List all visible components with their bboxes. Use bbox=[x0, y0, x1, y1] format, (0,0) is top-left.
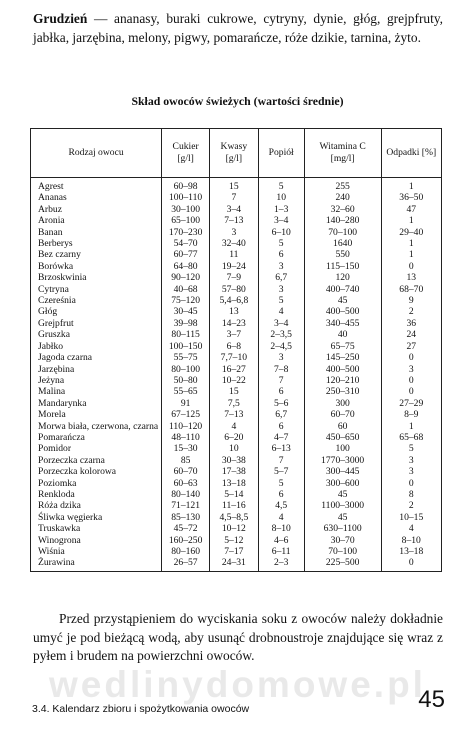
table-row bbox=[31, 466, 442, 477]
value-cell: 3 bbox=[258, 352, 304, 363]
column-header-waste: Odpadki [%] bbox=[381, 129, 441, 178]
value-cell: 3 bbox=[381, 455, 441, 466]
value-cell: 120–210 bbox=[304, 375, 381, 386]
value-cell: 1 bbox=[381, 178, 441, 193]
value-cell: 4–6 bbox=[258, 535, 304, 546]
value-cell: 45–72 bbox=[162, 523, 210, 534]
value-cell: 11 bbox=[210, 249, 259, 260]
value-cell: 630–1100 bbox=[304, 523, 381, 534]
value-cell: 60 bbox=[304, 421, 381, 432]
value-cell: 7–8 bbox=[258, 364, 304, 375]
value-cell: 27–29 bbox=[381, 398, 441, 409]
value-cell: 340–455 bbox=[304, 318, 381, 329]
fruit-name-cell: Poziomka bbox=[31, 478, 162, 489]
table-row bbox=[31, 318, 442, 329]
value-cell: 3–4 bbox=[258, 215, 304, 226]
value-cell: 13–18 bbox=[210, 478, 259, 489]
value-cell: 300 bbox=[304, 398, 381, 409]
value-cell: 300–600 bbox=[304, 478, 381, 489]
value-cell: 5–14 bbox=[210, 489, 259, 500]
fruit-name-cell: Ananas bbox=[31, 192, 162, 203]
value-cell: 2 bbox=[381, 500, 441, 511]
value-cell: 400–500 bbox=[304, 306, 381, 317]
value-cell: 6 bbox=[258, 386, 304, 397]
table-row bbox=[31, 546, 442, 557]
value-cell: 60–63 bbox=[162, 478, 210, 489]
value-cell: 6–20 bbox=[210, 432, 259, 443]
value-cell: 80–100 bbox=[162, 364, 210, 375]
value-cell: 80–115 bbox=[162, 329, 210, 340]
value-cell: 4 bbox=[258, 512, 304, 523]
table-row bbox=[31, 192, 442, 203]
fruit-name-cell: Bez czarny bbox=[31, 249, 162, 260]
value-cell: 85 bbox=[162, 455, 210, 466]
value-cell: 160–250 bbox=[162, 535, 210, 546]
value-cell: 6 bbox=[258, 421, 304, 432]
table-row bbox=[31, 421, 442, 432]
value-cell: 29–40 bbox=[381, 227, 441, 238]
value-cell: 1–3 bbox=[258, 204, 304, 215]
value-cell: 24 bbox=[381, 329, 441, 340]
value-cell: 47 bbox=[381, 204, 441, 215]
value-cell: 30–100 bbox=[162, 204, 210, 215]
value-cell: 6,7 bbox=[258, 409, 304, 420]
table-row bbox=[31, 512, 442, 523]
value-cell: 10–22 bbox=[210, 375, 259, 386]
value-cell: 65–68 bbox=[381, 432, 441, 443]
value-cell: 2 bbox=[381, 306, 441, 317]
table-row bbox=[31, 535, 442, 546]
column-header-sugar: Cukier [g/l] bbox=[162, 129, 210, 178]
value-cell: 65–100 bbox=[162, 215, 210, 226]
table-header-row bbox=[31, 129, 442, 178]
value-cell: 3–4 bbox=[258, 318, 304, 329]
column-header-vitamin-c: Witamina C [mg/l] bbox=[304, 129, 381, 178]
value-cell: 30–45 bbox=[162, 306, 210, 317]
value-cell: 3 bbox=[210, 227, 259, 238]
value-cell: 6,7 bbox=[258, 272, 304, 283]
value-cell: 5 bbox=[258, 238, 304, 249]
fruit-name-cell: Cytryna bbox=[31, 284, 162, 295]
table-row bbox=[31, 443, 442, 454]
intro-paragraph bbox=[33, 10, 443, 47]
value-cell: 10–12 bbox=[210, 523, 259, 534]
fruit-name-cell: Truskawka bbox=[31, 523, 162, 534]
table-row bbox=[31, 557, 442, 571]
value-cell: 300–445 bbox=[304, 466, 381, 477]
value-cell: 450–650 bbox=[304, 432, 381, 443]
value-cell: 15–30 bbox=[162, 443, 210, 454]
value-cell: 4 bbox=[381, 523, 441, 534]
value-cell: 40 bbox=[304, 329, 381, 340]
fruit-name-cell: Pomidor bbox=[31, 443, 162, 454]
column-header-acids: Kwasy [g/l] bbox=[210, 129, 259, 178]
value-cell: 1770–3000 bbox=[304, 455, 381, 466]
value-cell: 4,5–8,5 bbox=[210, 512, 259, 523]
value-cell: 1 bbox=[381, 238, 441, 249]
value-cell: 10–15 bbox=[381, 512, 441, 523]
value-cell: 10 bbox=[210, 443, 259, 454]
body-paragraph: Przed przystąpieniem do wyciskania soku z owoców należy dokładnie umyć je pod bieżącą wodą, aby usunąć drobnoustroje znajdujące się wraz z pyłem i brudem na powierzchni owoców. bbox=[33, 611, 443, 663]
value-cell: 24–31 bbox=[210, 557, 259, 571]
value-cell: 48–110 bbox=[162, 432, 210, 443]
value-cell: 1 bbox=[381, 421, 441, 432]
value-cell: 13 bbox=[210, 306, 259, 317]
value-cell: 55–75 bbox=[162, 352, 210, 363]
month-fruit-list: — ananasy, buraki cukrowe, cytryny, dynie, głóg, grejpfruty, jabłka, jarzębina, melony, pigwy, pomarańcze, róże dzikie, tarnina, żyto. bbox=[33, 11, 443, 45]
table-row bbox=[31, 398, 442, 409]
value-cell: 67–125 bbox=[162, 409, 210, 420]
fruit-name-cell: Gruszka bbox=[31, 329, 162, 340]
value-cell: 5–7 bbox=[258, 466, 304, 477]
month-label: Grudzień bbox=[33, 11, 88, 26]
value-cell: 7 bbox=[258, 455, 304, 466]
value-cell: 60–98 bbox=[162, 178, 210, 193]
table-row bbox=[31, 489, 442, 500]
value-cell: 60–77 bbox=[162, 249, 210, 260]
value-cell: 32–60 bbox=[304, 204, 381, 215]
value-cell: 45 bbox=[304, 489, 381, 500]
value-cell: 100–150 bbox=[162, 341, 210, 352]
value-cell: 0 bbox=[381, 375, 441, 386]
value-cell: 16–27 bbox=[210, 364, 259, 375]
fruit-composition-table bbox=[30, 128, 442, 572]
fruit-name-cell: Głóg bbox=[31, 306, 162, 317]
value-cell: 36 bbox=[381, 318, 441, 329]
value-cell: 45 bbox=[304, 295, 381, 306]
fruit-name-cell: Arbuz bbox=[31, 204, 162, 215]
fruit-name-cell: Morwa biała, czerwona, czarna bbox=[31, 421, 162, 432]
value-cell: 65–75 bbox=[304, 341, 381, 352]
value-cell: 1 bbox=[381, 215, 441, 226]
value-cell: 50–80 bbox=[162, 375, 210, 386]
table-title: Skład owoców świeżych (wartości średnie) bbox=[131, 94, 344, 108]
value-cell: 3–7 bbox=[210, 329, 259, 340]
value-cell: 400–740 bbox=[304, 284, 381, 295]
value-cell: 30–38 bbox=[210, 455, 259, 466]
value-cell: 5 bbox=[258, 295, 304, 306]
table-row bbox=[31, 204, 442, 215]
value-cell: 1 bbox=[381, 249, 441, 260]
value-cell: 5 bbox=[258, 178, 304, 193]
value-cell: 6–10 bbox=[258, 227, 304, 238]
value-cell: 6 bbox=[258, 489, 304, 500]
fruit-name-cell: Jeżyna bbox=[31, 375, 162, 386]
table-row bbox=[31, 500, 442, 511]
fruit-name-cell: Winogrona bbox=[31, 535, 162, 546]
table-row bbox=[31, 249, 442, 260]
value-cell: 250–310 bbox=[304, 386, 381, 397]
value-cell: 90–120 bbox=[162, 272, 210, 283]
fruit-name-cell: Mandarynka bbox=[31, 398, 162, 409]
value-cell: 39–98 bbox=[162, 318, 210, 329]
fruit-name-cell: Porzeczka kolorowa bbox=[31, 466, 162, 477]
value-cell: 5 bbox=[381, 443, 441, 454]
fruit-name-cell: Pomarańcza bbox=[31, 432, 162, 443]
value-cell: 2–3,5 bbox=[258, 329, 304, 340]
table-row bbox=[31, 295, 442, 306]
value-cell: 4,5 bbox=[258, 500, 304, 511]
value-cell: 36–50 bbox=[381, 192, 441, 203]
value-cell: 27 bbox=[381, 341, 441, 352]
value-cell: 26–57 bbox=[162, 557, 210, 571]
value-cell: 55–65 bbox=[162, 386, 210, 397]
table-row bbox=[31, 341, 442, 352]
value-cell: 550 bbox=[304, 249, 381, 260]
value-cell: 15 bbox=[210, 178, 259, 193]
value-cell: 120 bbox=[304, 272, 381, 283]
value-cell: 400–500 bbox=[304, 364, 381, 375]
value-cell: 1640 bbox=[304, 238, 381, 249]
value-cell: 13–18 bbox=[381, 546, 441, 557]
value-cell: 100 bbox=[304, 443, 381, 454]
value-cell: 85–130 bbox=[162, 512, 210, 523]
table-row bbox=[31, 386, 442, 397]
value-cell: 70–100 bbox=[304, 227, 381, 238]
fruit-name-cell: Berberys bbox=[31, 238, 162, 249]
value-cell: 7–9 bbox=[210, 272, 259, 283]
value-cell: 40–68 bbox=[162, 284, 210, 295]
table-row bbox=[31, 306, 442, 317]
value-cell: 7,7–10 bbox=[210, 352, 259, 363]
value-cell: 9 bbox=[381, 295, 441, 306]
value-cell: 225–500 bbox=[304, 557, 381, 571]
value-cell: 3 bbox=[381, 364, 441, 375]
table-row bbox=[31, 523, 442, 534]
value-cell: 3 bbox=[381, 466, 441, 477]
fruit-name-cell: Brzoskwinia bbox=[31, 272, 162, 283]
fruit-name-cell: Grejpfrut bbox=[31, 318, 162, 329]
fruit-name-cell: Czereśnia bbox=[31, 295, 162, 306]
value-cell: 91 bbox=[162, 398, 210, 409]
table-row bbox=[31, 478, 442, 489]
value-cell: 57–80 bbox=[210, 284, 259, 295]
watermark: wedlinydomowe.pl bbox=[49, 664, 426, 705]
value-cell: 17–38 bbox=[210, 466, 259, 477]
value-cell: 4 bbox=[258, 306, 304, 317]
value-cell: 5,4–6,8 bbox=[210, 295, 259, 306]
value-cell: 4 bbox=[210, 421, 259, 432]
value-cell: 0 bbox=[381, 557, 441, 571]
value-cell: 0 bbox=[381, 478, 441, 489]
value-cell: 115–150 bbox=[304, 261, 381, 272]
value-cell: 45 bbox=[304, 512, 381, 523]
value-cell: 145–250 bbox=[304, 352, 381, 363]
fruit-name-cell: Porzeczka czarna bbox=[31, 455, 162, 466]
table-row bbox=[31, 329, 442, 340]
page-footer: 3.4. Kalendarz zbioru i spożytkowania owoców bbox=[32, 703, 250, 715]
fruit-name-cell: Banan bbox=[31, 227, 162, 238]
fruit-name-cell: Jarzębina bbox=[31, 364, 162, 375]
value-cell: 6–8 bbox=[210, 341, 259, 352]
fruit-name-cell: Jagoda czarna bbox=[31, 352, 162, 363]
value-cell: 8–10 bbox=[381, 535, 441, 546]
value-cell: 80–160 bbox=[162, 546, 210, 557]
value-cell: 7–13 bbox=[210, 215, 259, 226]
table-row bbox=[31, 284, 442, 295]
value-cell: 19–24 bbox=[210, 261, 259, 272]
value-cell: 1100–3000 bbox=[304, 500, 381, 511]
table-row bbox=[31, 261, 442, 272]
fruit-name-cell: Jabłko bbox=[31, 341, 162, 352]
value-cell: 140–280 bbox=[304, 215, 381, 226]
table-row bbox=[31, 409, 442, 420]
value-cell: 3–4 bbox=[210, 204, 259, 215]
value-cell: 15 bbox=[210, 386, 259, 397]
value-cell: 10 bbox=[258, 192, 304, 203]
value-cell: 3 bbox=[258, 261, 304, 272]
value-cell: 60–70 bbox=[304, 409, 381, 420]
value-cell: 5 bbox=[258, 478, 304, 489]
table-row bbox=[31, 364, 442, 375]
value-cell: 255 bbox=[304, 178, 381, 193]
value-cell: 8 bbox=[381, 489, 441, 500]
value-cell: 8–9 bbox=[381, 409, 441, 420]
value-cell: 170–230 bbox=[162, 227, 210, 238]
value-cell: 68–70 bbox=[381, 284, 441, 295]
value-cell: 0 bbox=[381, 386, 441, 397]
table-row bbox=[31, 455, 442, 466]
value-cell: 30–70 bbox=[304, 535, 381, 546]
value-cell: 3 bbox=[258, 284, 304, 295]
value-cell: 6–13 bbox=[258, 443, 304, 454]
value-cell: 32–40 bbox=[210, 238, 259, 249]
value-cell: 5–12 bbox=[210, 535, 259, 546]
value-cell: 2–3 bbox=[258, 557, 304, 571]
value-cell: 0 bbox=[381, 261, 441, 272]
value-cell: 14–23 bbox=[210, 318, 259, 329]
fruit-name-cell: Renkloda bbox=[31, 489, 162, 500]
value-cell: 7,5 bbox=[210, 398, 259, 409]
table-row bbox=[31, 375, 442, 386]
value-cell: 71–121 bbox=[162, 500, 210, 511]
fruit-name-cell: Śliwka węgierka bbox=[31, 512, 162, 523]
fruit-name-cell: Agrest bbox=[31, 178, 162, 193]
fruit-name-cell: Morela bbox=[31, 409, 162, 420]
fruit-name-cell: Borówka bbox=[31, 261, 162, 272]
value-cell: 8–10 bbox=[258, 523, 304, 534]
value-cell: 7–13 bbox=[210, 409, 259, 420]
value-cell: 54–70 bbox=[162, 238, 210, 249]
value-cell: 7–17 bbox=[210, 546, 259, 557]
value-cell: 5–6 bbox=[258, 398, 304, 409]
fruit-name-cell: Malina bbox=[31, 386, 162, 397]
page-number: 45 bbox=[418, 686, 445, 713]
column-header-fruit: Rodzaj owocu bbox=[31, 129, 162, 178]
table-row bbox=[31, 432, 442, 443]
value-cell: 7 bbox=[258, 375, 304, 386]
value-cell: 64–80 bbox=[162, 261, 210, 272]
table-row bbox=[31, 215, 442, 226]
value-cell: 11–16 bbox=[210, 500, 259, 511]
table-row bbox=[31, 178, 442, 193]
value-cell: 110–120 bbox=[162, 421, 210, 432]
value-cell: 0 bbox=[381, 352, 441, 363]
value-cell: 70–100 bbox=[304, 546, 381, 557]
fruit-name-cell: Róża dzika bbox=[31, 500, 162, 511]
table-row bbox=[31, 238, 442, 249]
value-cell: 7 bbox=[210, 192, 259, 203]
table-row bbox=[31, 227, 442, 238]
value-cell: 13 bbox=[381, 272, 441, 283]
fruit-name-cell: Wiśnia bbox=[31, 546, 162, 557]
fruit-name-cell: Aronia bbox=[31, 215, 162, 226]
table-body bbox=[31, 178, 442, 572]
value-cell: 80–140 bbox=[162, 489, 210, 500]
value-cell: 60–70 bbox=[162, 466, 210, 477]
value-cell: 100–110 bbox=[162, 192, 210, 203]
value-cell: 2–4,5 bbox=[258, 341, 304, 352]
fruit-name-cell: Żurawina bbox=[31, 557, 162, 571]
value-cell: 6 bbox=[258, 249, 304, 260]
value-cell: 4–7 bbox=[258, 432, 304, 443]
value-cell: 240 bbox=[304, 192, 381, 203]
value-cell: 75–120 bbox=[162, 295, 210, 306]
table-row bbox=[31, 352, 442, 363]
table-row bbox=[31, 272, 442, 283]
value-cell: 6–11 bbox=[258, 546, 304, 557]
column-header-ash: Popiół bbox=[258, 129, 304, 178]
